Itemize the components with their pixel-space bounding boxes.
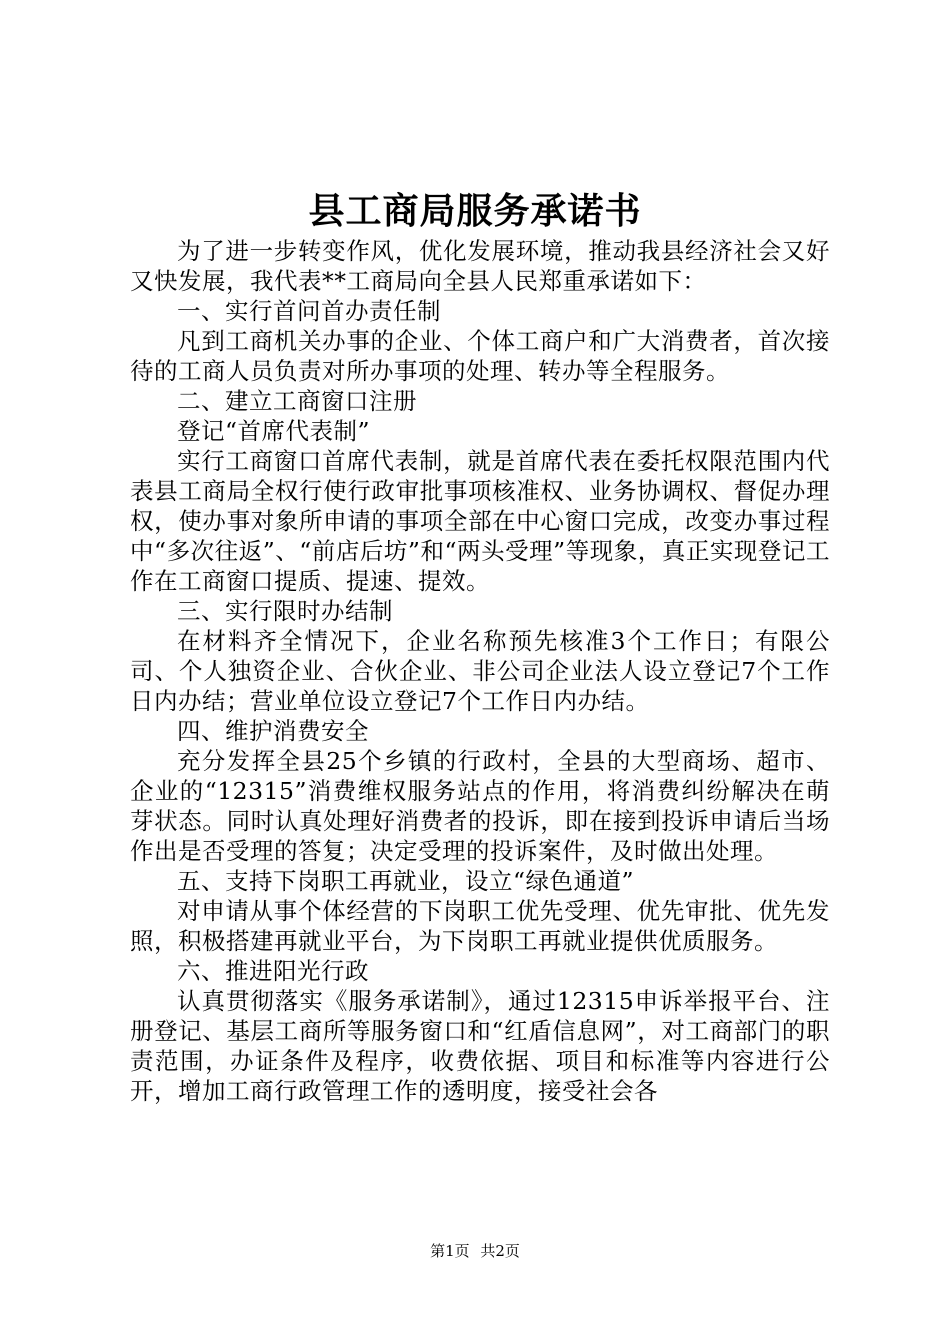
section-heading-3: 三、实行限时办结制 <box>177 597 393 625</box>
section-paragraph-5: 对申请从事个体经营的下岗职工优先受理、优先审批、优先发照，积极搭建再就业平台，为下岗职工再就业提供优质服务。 <box>130 897 830 955</box>
section-heading-6: 六、推进阳光行政 <box>177 957 369 985</box>
section-heading-5: 五、支持下岗职工再就业，设立“绿色通道” <box>177 867 635 895</box>
document-body <box>130 236 830 1106</box>
section-heading-2: 二、建立工商窗口注册 <box>177 387 417 415</box>
section-paragraph-4: 充分发挥全县25个乡镇的行政村，全县的大型商场、超市、企业的“12315”消费维权服务站点的作用，将消费纠纷解决在萌芽状态。同时认真处理好消费者的投诉，即在接到投诉申请后当场作出是否受理的答复；决定受理的投诉案件，及时做出处理。 <box>130 747 830 865</box>
section-paragraph-1: 凡到工商机关办事的企业、个体工商户和广大消费者，首次接待的工商人员负责对所办事项的处理、转办等全程服务。 <box>130 327 830 385</box>
section-paragraph-6: 认真贯彻落实《服务承诺制》，通过12315申诉举报平台、注册登记、基层工商所等服务窗口和“红盾信息网”，对工商部门的职责范围，办证条件及程序，收费依据、项目和标准等内容进行公开，增加工商行政管理工作的透明度，接受社会各 <box>130 987 830 1105</box>
page-footer <box>0 1241 950 1261</box>
intro-paragraph: 为了进一步转变作风，优化发展环境，推动我县经济社会又好又快发展，我代表**工商局向全县人民郑重承诺如下： <box>130 237 830 295</box>
section-heading-2-continued: 登记“首席代表制” <box>177 417 371 445</box>
page-number: 第1页 <box>430 1242 470 1260</box>
section-heading-4: 四、维护消费安全 <box>177 717 369 745</box>
section-heading-1: 一、实行首问首办责任制 <box>177 297 441 325</box>
section-paragraph-2: 实行工商窗口首席代表制，就是首席代表在委托权限范围内代表县工商局全权行使行政审批事项核准权、业务协调权、督促办理权，使办事对象所申请的事项全部在中心窗口完成，改变办事过程中“多次往返”、“前店后坊”和“两头受理”等现象，真正实现登记工作在工商窗口提质、提速、提效。 <box>130 447 830 595</box>
document-title: 县工商局服务承诺书 <box>308 190 642 232</box>
section-paragraph-3: 在材料齐全情况下，企业名称预先核准3个工作日；有限公司、个人独资企业、合伙企业、非公司企业法人设立登记7个工作日内办结；营业单位设立登记7个工作日内办结。 <box>130 627 830 715</box>
page-total: 共2页 <box>480 1242 520 1260</box>
